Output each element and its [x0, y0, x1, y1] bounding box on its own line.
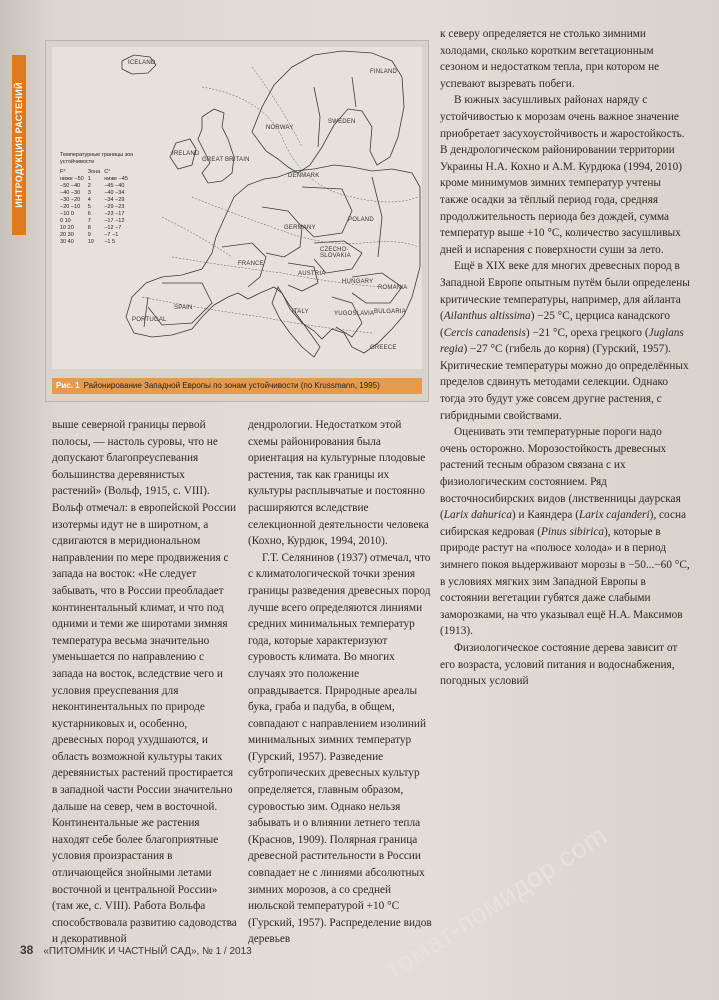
figure-caption [52, 378, 422, 394]
legend-cell: 0 10 [60, 218, 71, 224]
legend-cell: −30 −20 [60, 197, 81, 203]
paragraph: выше северной границы первой полосы, — настоль суровы, что не допускают благопреуспевания большинства деревянистых растений» (Вольф, 1915, с. VIII). Вольф отмечал: в европейской России изотермы идут не в широтном, а сдвигаются в меридиональном направлении по мере продвижения с запада на восток: «Не следует забывать, что в России преобладает континентальный климат, и что под одними и теми же широтами зимняя температура весьма значительно уменьшается по направлению с запада на восток, вследствие чего и условия преуспевания для неконтинентальных по природе кустарниковых и, особенно, древесных пород ухудшаются, и область возможной культуры таких деревянистых растений простирается в западной части России значительно дальше на север, чем в восточной. Континентальные же растения находят себе более благоприятные условия произрастания в отличающейся знойными летами восточной и центральной России» (там же, с. VIII). Работа Вольфа способствовала развитию садоводства и декоративной [52, 419, 237, 946]
watermark: томат-помидор.com [380, 819, 613, 986]
latin-name: Larix dahurica [443, 509, 512, 522]
legend-cell: −45 −40 [104, 183, 125, 189]
legend-cell: 2 [87, 183, 91, 189]
legend-cell: ниже −50 [60, 176, 84, 182]
legend-cell: 9 [87, 232, 91, 238]
legend-cell: −20 −10 [60, 204, 81, 210]
legend-cell: −29 −23 [104, 204, 125, 210]
map-label-poland: POLAND [348, 217, 374, 223]
paragraph [440, 258, 690, 424]
legend-cell: −1 5 [104, 239, 116, 245]
paragraph: дендрологии. Недостатком этой схемы районирования была ориентация на культурные плодовые растения, так как границы их культуры расплывчатые и постоянно расширяются вследствие селекционной деятельности человека (Кохно, Курдюк, 1994, 2010). [248, 419, 429, 548]
legend-cell: ниже −45 [104, 176, 128, 182]
text-run: ) −21 °С, ореха грецкого ( [525, 326, 649, 339]
section-tab [12, 55, 26, 235]
legend-cell: −50 −40 [60, 183, 81, 189]
figure-caption-number: Рис. 1 [56, 381, 80, 390]
text-column-left [52, 417, 237, 948]
legend-cell: 10 20 [60, 225, 74, 231]
legend-title: Температурные границы зон устойчивости [60, 152, 134, 165]
latin-name: Ailanthus altissima [443, 310, 531, 323]
legend-header: F° [60, 169, 66, 175]
map-label-germany: GERMANY [284, 225, 316, 231]
map-label-romania: ROMANIA [378, 285, 408, 291]
hardiness-zone-map [52, 47, 422, 369]
map-label-norway: NORWAY [266, 125, 294, 131]
map-label-greece: GREECE [370, 345, 397, 351]
legend-cell: 10 [87, 239, 94, 245]
legend-table [60, 169, 132, 246]
map-label-denmark: DENMARK [288, 173, 320, 179]
page-number: 38 [20, 943, 34, 957]
text-column-right [440, 26, 690, 690]
figure-caption-text: Районирование Западной Европы по зонам устойчивости (по Krussmann, 1995) [83, 381, 380, 390]
legend-cell: −7 −1 [104, 232, 119, 238]
figure-1 [45, 40, 429, 402]
legend-cell: −12 −7 [104, 225, 122, 231]
magazine-title: «ПИТОМНИК И ЧАСТНЫЙ САД», № 1 / 2013 [43, 946, 252, 957]
page-footer [20, 943, 320, 957]
map-label-austria: AUSTRIA [298, 271, 326, 277]
paragraph: Г.Т. Селянинов (1937) отмечал, что с климатологической точки зрения границы разведения древесных пород лучше всего определяются линиями средних минимальных температур года, которые характеризуют суровость климата. Во многих случаях это положение оправдывается. Природные ареалы бука, граба и падуба, в общем, совпадают с направлением изолиний минимальных зимних температур (Гурский, 1957). Разведение субтропических древесных культур определяется, главным образом, суровостью зим. Однако нельзя забывать и о влиянии летнего тепла (Краснов, 1909). Полярная граница древесной растительности в России совпадает не с линиями абсолютных зимних морозов, а со средней июльской температурой +10 °С (Гурский, 1957). Распределение видов деревьев [248, 551, 432, 946]
map-label-finland: FINLAND [370, 69, 398, 75]
text-run: Ещё в XIX веке для многих древесных пород в Западной Европе опытным путём были определены критические температуры, например, для айланта ( [440, 260, 690, 323]
map-label-hungary: HUNGARY [342, 279, 374, 285]
section-tab-label: ИНТРОДУКЦИЯ РАСТЕНИЙ [14, 82, 24, 208]
text-run: ) и Каяндера ( [511, 509, 579, 522]
legend-cell: −34 −29 [104, 197, 125, 203]
legend-cell: −40 −30 [60, 190, 81, 196]
legend-cell: 1 [87, 176, 91, 182]
map-label-portugal: PORTUGAL [132, 317, 167, 323]
legend-cell: 5 [87, 204, 91, 210]
map-label-spain: SPAIN [174, 305, 193, 311]
legend-cell: 20 30 [60, 232, 74, 238]
map-label-italy: ITALY [292, 309, 309, 315]
legend-cell: 6 [87, 211, 91, 217]
latin-name: Larix cajanderi [578, 509, 650, 522]
text-column-middle [248, 417, 434, 948]
legend-cell: 7 [87, 218, 91, 224]
legend-header: Зона [87, 169, 101, 175]
legend-cell: −10 0 [60, 211, 74, 217]
text-run: ), которые в природе растут на «полюсе холода» и в период зимнего покоя выдерживают морозы в −50...−60 °С, в условиях мягких зим Западной Европы в состоянии вегетации губятся даже слабыми заморозками, на что указывал ещё Н.А. Максимов (1913). [440, 525, 690, 638]
legend-cell: −17 −12 [104, 218, 125, 224]
legend-cell: 8 [87, 225, 91, 231]
legend-cell: −23 −17 [104, 211, 125, 217]
text-run: ) −25 °С, церциса канадского ( [440, 310, 670, 339]
legend-cell: −40 −34 [104, 190, 125, 196]
map-label-iceland: ICELAND [128, 60, 156, 66]
map-label-ireland: IRELAND [172, 151, 200, 157]
text-run: ), сосна сибирская кедровая ( [440, 509, 687, 538]
map-label-bulgaria: BULGARIA [374, 309, 406, 315]
paragraph: В южных засушливых районах наряду с устойчивостью к морозам очень важное значение приобретает засухоустойчивость и жаростойкость. В дендрологическом районировании территории Украины Н.А. Кохно и А.М. Курдюка (1994, 2010) кроме минимумов зимних температур учтены также осадки за тёплый период года, средняя продолжительность периода без дождей, сумма температур выше +10 °С, количество засушливых дней и испарения с поверхности суши за лето. [440, 94, 685, 256]
legend-cell: 3 [87, 190, 91, 196]
text-run: ) −27 °С (гибель до корня) (Гурский, 1957). Критические температуры можно до определённых пределов сдвинуть методами селекции. Однако тогда это будут уже совсем другие растения, с гибридными свойствами. [440, 343, 689, 422]
paragraph: Физиологическое состояние дерева зависит от его возраста, условий питания и водоснабжения, погодных условий [440, 641, 678, 688]
latin-name: Juglans regia [440, 326, 684, 356]
text-run: Оценивать эти температурные пороги надо очень осторожно. Морозостойкость древесных растений тесным образом связана с их физиологическим состоянием. Ряд восточносибирских видов (лиственницы даурская ( [440, 426, 681, 522]
map-label-yugoslavia: YUGOSLAVIA [334, 311, 375, 317]
map-label-czechoslovakia: CZECHO- SLOVAKIA [320, 247, 351, 259]
legend-cell: 30 40 [60, 239, 74, 245]
latin-name: Pinus sibirica [540, 525, 605, 538]
map-label-sweden: SWEDEN [328, 119, 356, 125]
paragraph [440, 424, 690, 640]
paragraph: к северу определяется не столько зимними холодами, сколько коротким вегетационным сезоном и недостатком тепла, при котором не успевают вызревать побеги. [440, 28, 660, 90]
latin-name: Cercis canadensis [443, 326, 526, 339]
legend-header: C° [104, 169, 111, 175]
map-label-great-britain: GREAT BRITAIN [202, 157, 250, 163]
map-label-france: FRANCE [238, 261, 264, 267]
legend-cell: 4 [87, 197, 91, 203]
zone-legend [60, 152, 160, 246]
